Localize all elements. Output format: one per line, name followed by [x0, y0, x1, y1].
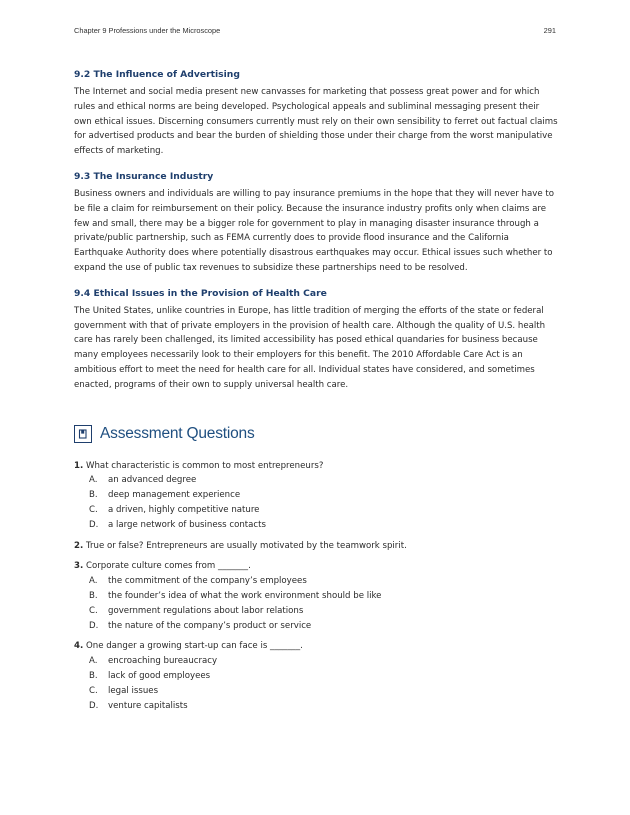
option-letter: D. [89, 700, 99, 711]
section-9-2 [74, 68, 558, 159]
question-number: 3. [74, 561, 84, 572]
question-text: True or false? Entrepreneurs are usually motivated by the teamwork spirit. [85, 540, 407, 551]
answer-option [74, 574, 558, 589]
question-number: 2. [74, 540, 84, 551]
option-letter: D. [89, 519, 99, 530]
option-letter: B. [89, 490, 98, 501]
answer-option [74, 699, 558, 714]
question-item [74, 559, 558, 633]
answer-option [74, 684, 558, 699]
question-list [74, 459, 558, 714]
option-text: a large network of business contacts [108, 519, 266, 530]
option-letter: C. [89, 504, 98, 515]
answer-option [74, 518, 558, 533]
assessment-title: Assessment Questions [100, 424, 255, 442]
option-letter: B. [89, 670, 98, 681]
answer-option [74, 619, 558, 634]
question-number: 4. [74, 641, 84, 652]
answer-option [74, 488, 558, 503]
section-title: 9.4 Ethical Issues in the Provision of Health Care [74, 287, 327, 299]
section-paragraph: The United States, unlike countries in Europe, has little tradition of merging the efforts of the state or federal government with that of private employers in the provision of health care. Although the quality of U.S. health care has rarely been challenged, its limited accessibility has posed ethical quandaries for business because many employees necessarily look to their employers for this benefit. The 2010 Affordable Care Act is an ambitious effort to meet the need for health care for all. Individual states have considered, and sometimes enacted, programs of their own to supply universal health care. [74, 305, 546, 390]
answer-option [74, 669, 558, 684]
option-text: deep management experience [108, 490, 241, 501]
section-paragraph: Business owners and individuals are willing to pay insurance premiums in the hope that they will never have to be file a claim for reimbursement on their policy. Because the insurance industry profits only when claims are few and small, there may be a bigger role for government to play in managing disaster insurance through a private/public partnership, such as FEMA currently does to provide flood insurance and the California Earthquake Authority does where potentially disastrous earthquakes may occur. Ethical issues such whether to expand the use of public tax revenues to subsidize these partnerships need to be resolved. [74, 188, 554, 273]
answer-option [74, 604, 558, 619]
answer-option [74, 503, 558, 518]
page-header [74, 26, 556, 38]
option-text: lack of good employees [108, 670, 211, 681]
question-item [74, 459, 558, 533]
option-letter: B. [89, 590, 98, 601]
option-letter: C. [89, 685, 98, 696]
page-number: 291 [543, 26, 556, 35]
option-letter: D. [89, 620, 99, 631]
option-text: encroaching bureaucracy [108, 656, 218, 667]
book-icon [74, 425, 92, 443]
question-text: What characteristic is common to most entrepreneurs? [85, 460, 324, 471]
question-stem [74, 539, 558, 554]
question-stem [74, 459, 558, 474]
option-text: government regulations about labor relations [108, 605, 304, 616]
option-letter: A. [89, 475, 98, 486]
chapter-title: Chapter 9 Professions under the Microscope [74, 26, 221, 35]
question-text: One danger a growing start-up can face is _______. [85, 641, 303, 652]
section-title: 9.3 The Insurance Industry [74, 170, 214, 182]
answer-option [74, 473, 558, 488]
question-stem [74, 559, 558, 574]
question-item [74, 539, 558, 554]
question-item [74, 639, 558, 713]
page-content [74, 68, 558, 719]
option-letter: A. [89, 576, 98, 587]
section-paragraph: The Internet and social media present new canvasses for marketing that possess great power and for which rules and ethical norms are being developed. Psychological appeals and subliminal messaging present their own ethical issues. Discerning consumers currently must rely on their own sensibility to ferret out factual claims for advertised products and bear the burden of shielding those under their charge from the worst manipulative effects of marketing. [74, 87, 558, 157]
option-text: legal issues [108, 685, 159, 696]
section-9-4 [74, 287, 558, 393]
option-text: the commitment of the company’s employees [108, 576, 307, 587]
assessment-header [74, 421, 558, 447]
option-text: an advanced degree [108, 475, 197, 486]
answer-option [74, 589, 558, 604]
option-letter: A. [89, 656, 98, 667]
question-number: 1. [74, 460, 84, 471]
option-text: venture capitalists [108, 700, 188, 711]
question-stem [74, 639, 558, 654]
option-text: the founder’s idea of what the work environment should be like [108, 590, 382, 601]
option-text: the nature of the company’s product or service [108, 620, 312, 631]
section-9-3 [74, 170, 558, 276]
answer-option [74, 654, 558, 669]
option-text: a driven, highly competitive nature [108, 504, 260, 515]
question-text: Corporate culture comes from _______. [85, 561, 251, 572]
section-title: 9.2 The Influence of Advertising [74, 69, 240, 80]
option-letter: C. [89, 605, 98, 616]
